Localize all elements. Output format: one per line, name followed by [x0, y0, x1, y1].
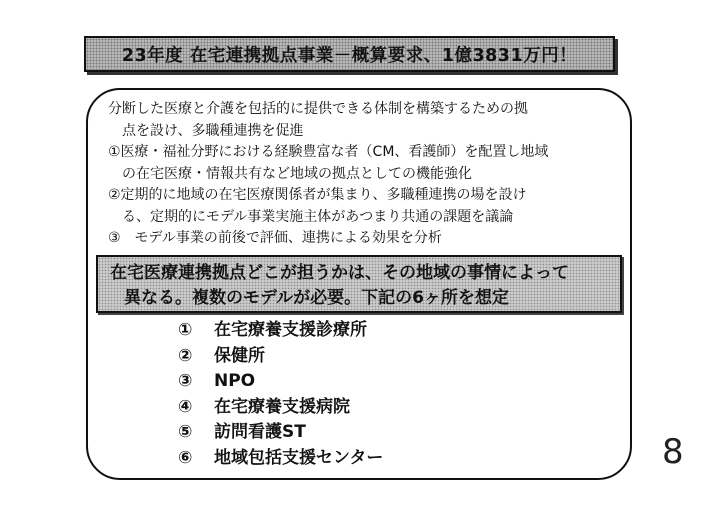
callout-line-1: 在宅医療連携拠点どこが担うかは、その地域の事情によって	[110, 263, 569, 283]
description-text	[108, 99, 608, 250]
list-item	[178, 446, 383, 472]
list-item-number: ①	[178, 320, 193, 340]
description-line: 点を設け、多職種連携を促進	[122, 122, 304, 139]
list-item-number: ③	[178, 371, 193, 391]
description-line: ①医療・福祉分野における経験豊富な者（CM、看護師）を配置し地域	[108, 144, 549, 160]
list-item	[178, 344, 383, 370]
banner-title: 23年度 在宅連携拠点事業－概算要求、1億3831万円！	[121, 45, 578, 66]
list-item-label: 保健所	[214, 345, 265, 366]
list-item-label: 在宅療養支援診療所	[214, 320, 367, 340]
description-line: ②定期的に地域の在宅医療関係者が集まり、多職種連携の場を設け	[108, 187, 527, 203]
description-line: 分断した医療と介護を包括的に提供できる体制を構築するための拠	[108, 101, 528, 117]
list-item-label: NPO	[214, 371, 256, 391]
description-line: る、定期的にモデル事業実施主体があつまり共通の課題を議論	[122, 208, 514, 225]
callout-line-2: 異なる。複数のモデルが必要。下記の6ヶ所を想定	[124, 288, 509, 308]
list-item	[178, 369, 383, 395]
list-item-number: ⑥	[178, 447, 193, 468]
list-item-number: ⑤	[178, 422, 193, 442]
highlight-callout	[96, 255, 622, 313]
list-item	[178, 318, 383, 344]
list-item-number: ②	[178, 345, 193, 366]
description-line: の在宅医療・情報共有など地域の拠点としての機能強化	[122, 165, 472, 182]
list-item	[178, 395, 383, 421]
candidate-site-list	[178, 318, 383, 471]
list-item-label: 地域包括支援センター	[214, 447, 384, 468]
description-line: ③ モデル事業の前後で評価、連携による効果を分析	[108, 230, 442, 246]
page-number: 8	[662, 432, 684, 472]
list-item-number: ④	[178, 396, 193, 417]
list-item-label: 訪問看護ST	[214, 422, 306, 442]
list-item-label: 在宅療養支援病院	[214, 396, 350, 417]
list-item	[178, 420, 383, 446]
title-banner	[84, 36, 615, 72]
